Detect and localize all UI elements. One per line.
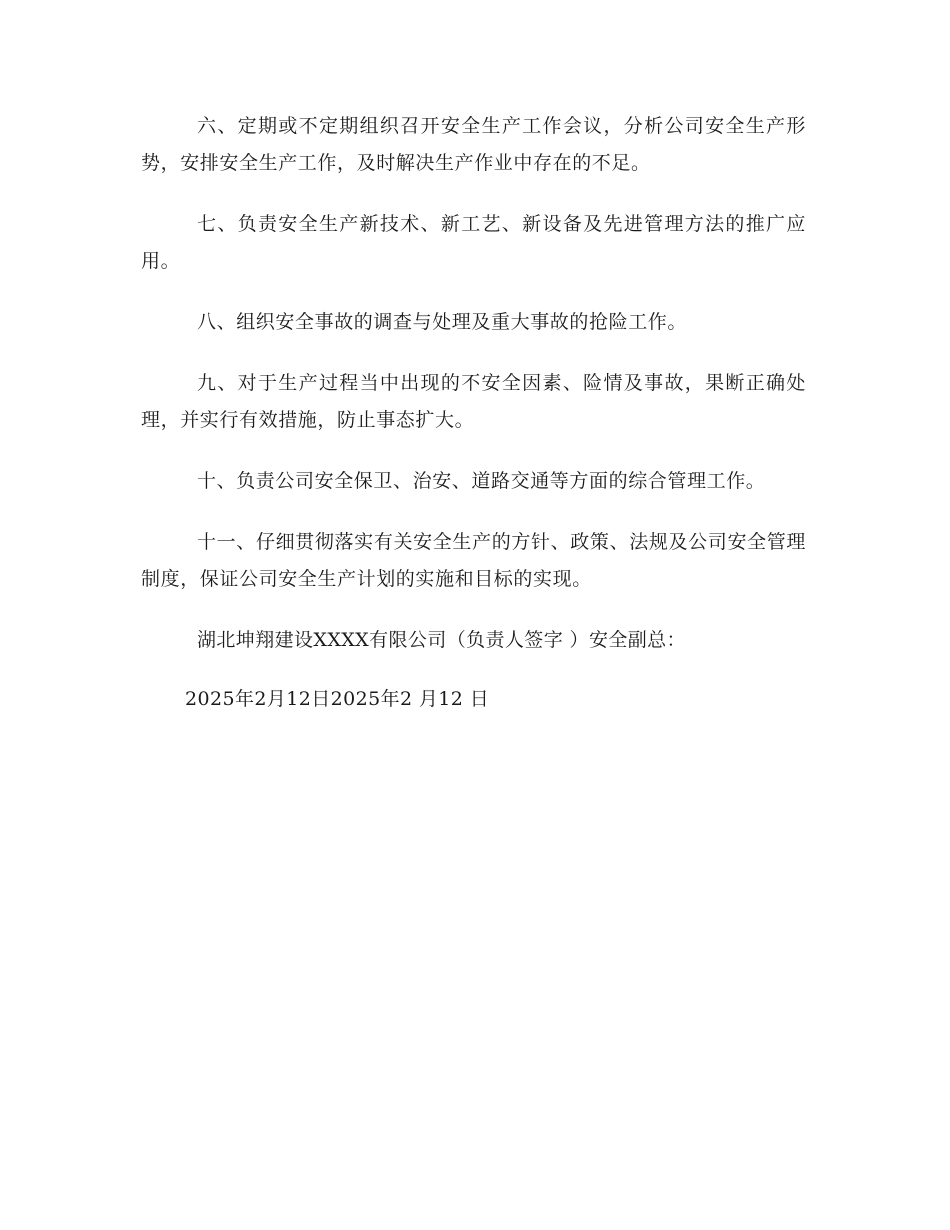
paragraph-item-11: 十一、仔细贯彻落实有关安全生产的方针、政策、法规及公司安全管理制度，保证公司安全生产计划的实施和目标的实现。: [141, 531, 806, 590]
date-line: 2025年2月12日2025年2 月12 日: [185, 688, 490, 710]
paragraph-item-8: 八、组织安全事故的调查与处理及重大事故的抢险工作。: [197, 311, 688, 333]
paragraph-item-7: 七、负责安全生产新技术、新工艺、新设备及先进管理方法的推广应用。: [141, 213, 806, 272]
signature-line: 湖北坤翔建设XXXX有限公司（负责人签字 ）安全副总：: [197, 629, 686, 651]
paragraph-item-6: 六、定期或不定期组织召开安全生产工作会议，分析公司安全生产形势，安排安全生产工作，及时解决生产作业中存在的不足。: [141, 115, 806, 174]
document-body: [141, 108, 806, 742]
paragraph-item-9: 九、对于生产过程当中出现的不安全因素、险情及事故，果断正确处理，并实行有效措施，防止事态扩大。: [141, 372, 806, 431]
paragraph-item-10: 十、负责公司安全保卫、治安、道路交通等方面的综合管理工作。: [197, 470, 766, 492]
